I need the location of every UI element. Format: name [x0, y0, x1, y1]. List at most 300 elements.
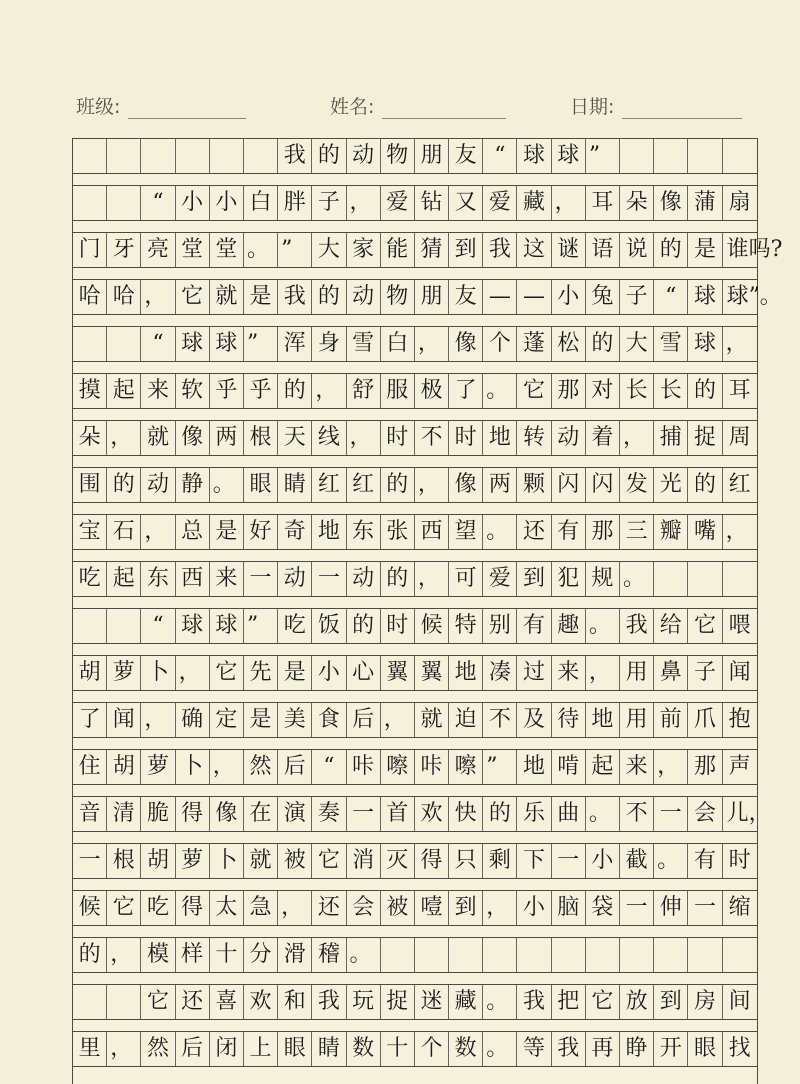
grid-cell [654, 562, 688, 596]
grid-cell: 舒 [347, 374, 381, 408]
grid-cell: 蓬 [517, 327, 551, 361]
grid-cell: 时 [449, 421, 483, 455]
class-label: 班级: [76, 96, 121, 118]
grid-cell: 。 [483, 985, 517, 1019]
grid-cell: 动 [278, 562, 312, 596]
grid-cell: 蒲 [688, 186, 722, 220]
grid-cell: 动 [141, 468, 175, 502]
grid-cell: 卜 [210, 844, 244, 878]
grid-cell: 我 [620, 609, 654, 643]
grid-cell: 不 [415, 421, 449, 455]
grid-cell: 得 [176, 797, 210, 831]
grid-cell: 哈 [73, 280, 107, 314]
grid-cell: 有 [517, 609, 551, 643]
grid-cell: 朋 [415, 280, 449, 314]
grid-cell: 子 [620, 280, 654, 314]
grid-cell: 后 [176, 1032, 210, 1066]
grid-cell [620, 938, 654, 972]
grid-row [73, 796, 771, 832]
grid-cell: 十 [210, 938, 244, 972]
grid-cell [552, 938, 586, 972]
grid-cell: 爱 [483, 186, 517, 220]
grid-cell: 把 [552, 985, 586, 1019]
grid-cell: 眼 [278, 1032, 312, 1066]
grid-row [73, 984, 757, 1020]
grid-row [73, 608, 757, 644]
grid-cell [73, 609, 107, 643]
grid-cell: 它 [210, 656, 244, 690]
grid-cell [107, 609, 141, 643]
grid-cell: 嚓 [381, 750, 415, 784]
grid-cell: 张 [381, 515, 415, 549]
grid-cell: 子 [688, 656, 722, 690]
grid-cell: 是 [688, 233, 722, 267]
grid-cell: 像 [210, 797, 244, 831]
grid-cell: 堂 [176, 233, 210, 267]
grid-cell: ， [654, 750, 688, 784]
grid-cell: 捉 [381, 985, 415, 1019]
grid-cell: 萝 [176, 844, 210, 878]
grid-cell: ， [312, 374, 346, 408]
class-field [76, 92, 246, 119]
grid-cell: 大 [620, 327, 654, 361]
grid-row [73, 279, 782, 315]
grid-cell: 消 [347, 844, 381, 878]
grid-cell: 住 [73, 750, 107, 784]
grid-cell: 。 [483, 1032, 517, 1066]
grid-cell: 它 [312, 844, 346, 878]
grid-cell: 我 [517, 985, 551, 1019]
grid-cell: 物 [381, 139, 415, 173]
grid-row [73, 467, 757, 503]
grid-cell: 等 [517, 1032, 551, 1066]
grid-cell: 定 [210, 703, 244, 737]
date-field [570, 92, 742, 119]
grid-cell: 是 [210, 515, 244, 549]
grid-cell: 用 [620, 703, 654, 737]
grid-cell: 。 [483, 374, 517, 408]
grid-cell: 。 [620, 562, 654, 596]
grid-cell: 周 [728, 425, 751, 450]
grid-cell: 找 [728, 1036, 751, 1061]
grid-cell: 我 [483, 233, 517, 267]
grid-cell: 过 [517, 656, 551, 690]
grid-cell: 西 [415, 515, 449, 549]
grid-cell: 球 [176, 609, 210, 643]
grid-cell: ” [483, 750, 517, 784]
grid-cell: 了 [449, 374, 483, 408]
grid-cell: 说 [620, 233, 654, 267]
grid-cell: ， [107, 421, 141, 455]
grid-cell: 一 [654, 797, 688, 831]
date-label: 日期: [570, 96, 615, 118]
grid-cell: 滑 [278, 938, 312, 972]
grid-cell: 闪 [552, 468, 586, 502]
grid-cell [688, 562, 722, 596]
grid-cell: 饭 [312, 609, 346, 643]
grid-cell: 它 [141, 985, 175, 1019]
grid-cell: 十 [381, 1032, 415, 1066]
grid-cell: 动 [347, 139, 381, 173]
grid-cell: “ [141, 327, 175, 361]
grid-cell: 白 [244, 186, 278, 220]
grid-cell: 再 [586, 1032, 620, 1066]
grid-cell: ” [586, 139, 620, 173]
grid-cell: 候 [73, 891, 107, 925]
grid-cell: 我 [552, 1032, 586, 1066]
grid-cell [107, 139, 141, 173]
grid-cell [723, 562, 757, 596]
grid-cell: ， [725, 331, 748, 356]
grid-cell: 一 [244, 562, 278, 596]
grid-cell: ， [141, 280, 175, 314]
grid-cell: 的 [347, 609, 381, 643]
grid-cell: 迷 [415, 985, 449, 1019]
grid-cell: 到 [449, 891, 483, 925]
grid-cell: 雪 [347, 327, 381, 361]
grid-cell [107, 186, 141, 220]
grid-cell: ， [725, 519, 748, 544]
grid-cell: 奇 [278, 515, 312, 549]
worksheet-header [0, 92, 800, 122]
grid-cell: 爱 [483, 562, 517, 596]
grid-cell: 还 [176, 985, 210, 1019]
grid-cell: 地 [483, 421, 517, 455]
grid-cell: 它 [586, 985, 620, 1019]
grid-cell: 起 [586, 750, 620, 784]
grid-cell: 小 [312, 656, 346, 690]
grid-cell: 的 [381, 468, 415, 502]
grid-cell [381, 938, 415, 972]
grid-cell: 闻 [728, 660, 751, 685]
grid-cell: ， [586, 656, 620, 690]
grid-cell: 咔 [347, 750, 381, 784]
grid-cell: 。 [586, 797, 620, 831]
grid-cell: 的 [654, 233, 688, 267]
grid-cell [107, 327, 141, 361]
grid-cell: 一 [688, 891, 722, 925]
grid-cell: 极 [415, 374, 449, 408]
grid-cell: 小 [586, 844, 620, 878]
grid-cell: 又 [449, 186, 483, 220]
grid-cell: 动 [347, 280, 381, 314]
grid-cell: 。 [654, 844, 688, 878]
grid-cell: 来 [620, 750, 654, 784]
grid-cell: 红 [312, 468, 346, 502]
grid-cell: 不 [620, 797, 654, 831]
grid-cell: 曲 [552, 797, 586, 831]
grid-cell: 它 [107, 891, 141, 925]
grid-cell: ， [210, 750, 244, 784]
grid-cell: 的 [483, 797, 517, 831]
grid-row [73, 702, 757, 738]
grid-cell: 三 [620, 515, 654, 549]
grid-cell: 哈 [107, 280, 141, 314]
grid-row [73, 326, 757, 362]
grid-cell: 来 [141, 374, 175, 408]
grid-cell: 伸 [654, 891, 688, 925]
grid-cell: 我 [278, 280, 312, 314]
grid-cell: 脆 [141, 797, 175, 831]
grid-cell: 球 [210, 327, 244, 361]
grid-cell [723, 139, 757, 173]
grid-cell: 间 [728, 989, 751, 1014]
grid-cell: 抱 [728, 707, 751, 732]
grid-cell: 宝 [73, 515, 107, 549]
grid-cell: 朵 [73, 421, 107, 455]
grid-cell: — [517, 280, 551, 314]
grid-cell [141, 139, 175, 173]
grid-cell: 。 [244, 233, 278, 267]
grid-cell: 被 [278, 844, 312, 878]
composition-grid-paper [72, 138, 783, 1084]
grid-cell: 噎 [415, 891, 449, 925]
grid-cell: 是 [244, 280, 278, 314]
grid-cell: 就 [141, 421, 175, 455]
grid-cell: 堂 [210, 233, 244, 267]
grid-cell: 红 [728, 472, 751, 497]
grid-cell: 闻 [107, 703, 141, 737]
grid-cell: 儿， [726, 801, 771, 826]
grid-cell: 身 [312, 327, 346, 361]
grid-cell: 乐 [517, 797, 551, 831]
grid-cell: 的 [688, 374, 722, 408]
grid-row [73, 655, 757, 691]
grid-cell: 后 [278, 750, 312, 784]
grid-cell: 球 [176, 327, 210, 361]
grid-cell: 吃 [278, 609, 312, 643]
grid-cell: 起 [107, 562, 141, 596]
grid-row [73, 561, 757, 597]
grid-cell: 大 [312, 233, 346, 267]
grid-cell: 的 [312, 139, 346, 173]
grid-cell: 还 [312, 891, 346, 925]
grid-cell: 西 [176, 562, 210, 596]
grid-cell: 浑 [278, 327, 312, 361]
grid-cell: 睁 [620, 1032, 654, 1066]
grid-cell: 首 [381, 797, 415, 831]
grid-cell: 就 [210, 280, 244, 314]
grid-cell: 闭 [210, 1032, 244, 1066]
grid-cell: 朵 [620, 186, 654, 220]
grid-cell: 天 [278, 421, 312, 455]
grid-cell: ， [415, 468, 449, 502]
grid-cell: 翼 [415, 656, 449, 690]
grid-cell: 睛 [312, 1032, 346, 1066]
grid-cell: ” [278, 233, 312, 267]
grid-cell: 石 [107, 515, 141, 549]
grid-cell: 两 [210, 421, 244, 455]
grid-cell: 围 [73, 468, 107, 502]
grid-cell: 给 [654, 609, 688, 643]
grid-cell: ， [278, 891, 312, 925]
grid-cell [73, 139, 107, 173]
grid-cell: 根 [107, 844, 141, 878]
grid-cell: 趣 [552, 609, 586, 643]
grid-cell [244, 139, 278, 173]
grid-cell: 东 [347, 515, 381, 549]
grid-cell: 长 [654, 374, 688, 408]
grid-cell: 来 [210, 562, 244, 596]
grid-cell: 和 [278, 985, 312, 1019]
grid-cell: 友 [449, 280, 483, 314]
date-blank-line[interactable] [622, 98, 742, 119]
grid-cell: 球 [210, 609, 244, 643]
grid-cell: 球”。 [726, 284, 782, 309]
grid-row [73, 420, 757, 456]
grid-cell: 后 [347, 703, 381, 737]
grid-cell [210, 139, 244, 173]
grid-cell: 家 [347, 233, 381, 267]
grid-cell: 特 [449, 609, 483, 643]
grid-cell: 清 [107, 797, 141, 831]
grid-cell: 像 [176, 421, 210, 455]
grid-row [73, 843, 757, 879]
grid-cell: 用 [620, 656, 654, 690]
grid-cell: 服 [381, 374, 415, 408]
grid-cell: 朋 [415, 139, 449, 173]
grid-cell [73, 985, 107, 1019]
grid-cell: 。 [210, 468, 244, 502]
grid-cell: 。 [483, 515, 517, 549]
grid-cell: 数 [449, 1032, 483, 1066]
grid-cell: 我 [278, 139, 312, 173]
grid-cell: 音 [73, 797, 107, 831]
grid-cell: 到 [517, 562, 551, 596]
grid-cell: 得 [176, 891, 210, 925]
grid-cell: 时 [728, 848, 751, 873]
grid-cell: 然 [141, 1032, 175, 1066]
grid-cell: 欢 [415, 797, 449, 831]
grid-row [73, 373, 757, 409]
grid-cell: 爪 [688, 703, 722, 737]
grid-cell: “ [654, 280, 688, 314]
grid-cell: 胡 [73, 656, 107, 690]
grid-cell: 得 [415, 844, 449, 878]
grid-cell: 那 [552, 374, 586, 408]
grid-cell: 被 [381, 891, 415, 925]
grid-cell: 地 [312, 515, 346, 549]
grid-cell: 稽 [312, 938, 346, 972]
grid-cell: 它 [688, 609, 722, 643]
grid-cell: 来 [552, 656, 586, 690]
grid-cell: ， [107, 1032, 141, 1066]
grid-cell: 样 [176, 938, 210, 972]
grid-cell: 兔 [586, 280, 620, 314]
grid-cell: 着 [586, 421, 620, 455]
grid-cell: 的 [278, 374, 312, 408]
grid-cell: 喂 [728, 613, 751, 638]
grid-cell: 袋 [586, 891, 620, 925]
grid-cell: 候 [415, 609, 449, 643]
grid-cell: ， [415, 327, 449, 361]
grid-cell: 地 [586, 703, 620, 737]
grid-cell: 房 [688, 985, 722, 1019]
grid-cell: 先 [244, 656, 278, 690]
grid-cell: 友 [449, 139, 483, 173]
grid-cell: ” [244, 609, 278, 643]
grid-cell: 灭 [381, 844, 415, 878]
grid-cell: 前 [654, 703, 688, 737]
grid-cell: 有 [688, 844, 722, 878]
grid-cell: 胖 [278, 186, 312, 220]
grid-cell: 捉 [688, 421, 722, 455]
grid-cell [449, 938, 483, 972]
grid-cell: 根 [244, 421, 278, 455]
grid-cell: 欢 [244, 985, 278, 1019]
grid-cell: 可 [449, 562, 483, 596]
grid-cell: 然 [244, 750, 278, 784]
grid-cell: 吃 [141, 891, 175, 925]
grid-cell: 确 [176, 703, 210, 737]
grid-cell [73, 327, 107, 361]
grid-cell: 心 [347, 656, 381, 690]
grid-cell: 开 [654, 1032, 688, 1066]
grid-cell: 还 [517, 515, 551, 549]
grid-row [73, 514, 757, 550]
grid-cell: 转 [517, 421, 551, 455]
grid-cell: “ [141, 609, 175, 643]
name-blank-line[interactable] [382, 98, 506, 119]
grid-cell: 缩 [728, 895, 751, 920]
grid-cell [688, 139, 722, 173]
grid-row [73, 890, 757, 926]
grid-cell: 下 [517, 844, 551, 878]
grid-cell: 会 [688, 797, 722, 831]
grid-cell: 一 [312, 562, 346, 596]
grid-row [73, 138, 757, 174]
grid-cell: ， [381, 703, 415, 737]
grid-cell: 食 [312, 703, 346, 737]
grid-cell [107, 985, 141, 1019]
grid-cell: 子 [312, 186, 346, 220]
grid-cell: ， [347, 421, 381, 455]
grid-cell: 动 [552, 421, 586, 455]
grid-cell: 急 [244, 891, 278, 925]
grid-cell: ， [107, 938, 141, 972]
grid-cell: ， [483, 891, 517, 925]
grid-cell: 吃 [73, 562, 107, 596]
grid-cell: 东 [141, 562, 175, 596]
grid-cell: “ [483, 139, 517, 173]
grid-cell: 萝 [141, 750, 175, 784]
grid-cell: 白 [381, 327, 415, 361]
grid-cell: 钻 [415, 186, 449, 220]
grid-cell: 的 [381, 562, 415, 596]
grid-cell: 红 [347, 468, 381, 502]
grid-cell: 是 [278, 656, 312, 690]
grid-cell: 扇 [728, 190, 751, 215]
grid-cell: 光 [654, 468, 688, 502]
grid-cell: 一 [620, 891, 654, 925]
grid-cell: 耳 [586, 186, 620, 220]
grid-cell [723, 938, 757, 972]
grid-cell: 颗 [517, 468, 551, 502]
grid-cell: 数 [347, 1032, 381, 1066]
grid-cell: 。 [347, 938, 381, 972]
grid-cell: 演 [278, 797, 312, 831]
grid-cell: ， [552, 186, 586, 220]
grid-cell: 地 [449, 656, 483, 690]
grid-cell: 个 [483, 327, 517, 361]
grid-cell: “ [141, 186, 175, 220]
grid-cell: ” [244, 327, 278, 361]
grid-cell: 小 [176, 186, 210, 220]
grid-cell: 会 [347, 891, 381, 925]
grid-cell: 上 [244, 1032, 278, 1066]
grid-cell: 这 [517, 233, 551, 267]
class-blank-line[interactable] [128, 98, 246, 119]
